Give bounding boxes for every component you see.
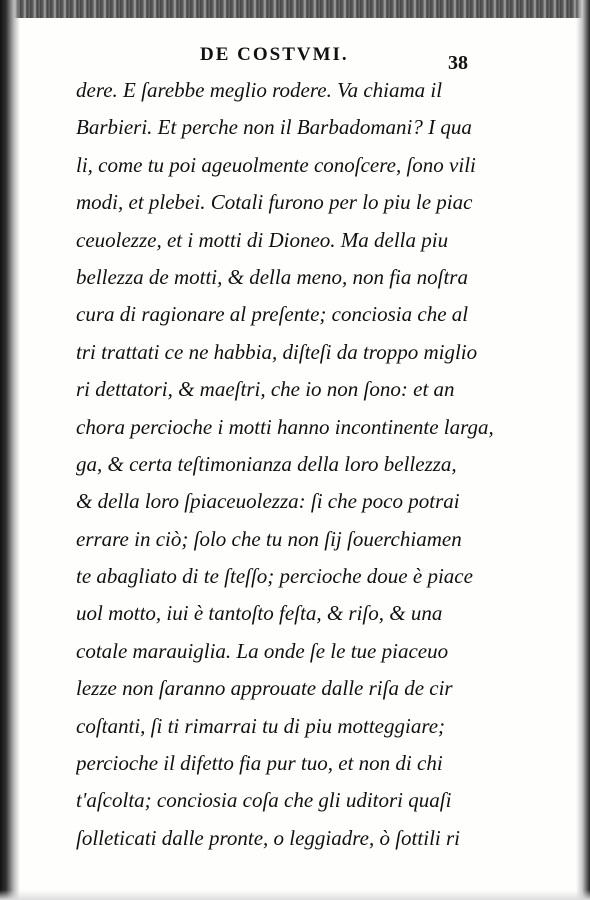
- text-line: tri trattati ce ne habbia, diſteſi da troppo miglio: [76, 339, 478, 364]
- page-top-edge: [0, 0, 590, 18]
- running-title: DE COSTVMI.: [200, 44, 349, 65]
- text-line: Barbieri. Et perche non il Barbadomani? I qua: [76, 115, 472, 140]
- text-line: errare in ciò; ſolo che tu non ſij ſouerchiamen: [76, 526, 462, 551]
- text-line: cotale marauiglia. La onde ſe le tue piaceuo: [76, 638, 449, 663]
- text-line: cura di ragionare al preſente; conciosia che al: [76, 302, 469, 327]
- body-text: [76, 72, 512, 857]
- text-line: te abagliato di te ſteſſo; percioche doue è piace: [76, 564, 473, 589]
- text-line: t'aſcolta; conciosia coſa che gli uditori quaſi: [76, 788, 452, 813]
- text-line: lezze non ſaranno approuate dalle riſa de cir: [76, 676, 453, 701]
- text-line: ſolleticati dalle pronte, o leggiadre, ò ſottili ri: [76, 825, 460, 850]
- text-line: uol motto, iui è tantoſto feſta, & riſo, & una: [76, 601, 443, 626]
- text-line: chora percioche i motti hanno incontinente larga,: [76, 414, 494, 439]
- text-line: dere. E ſarebbe meglio rodere. Va chiama il: [76, 78, 443, 102]
- text-line: ri dettatori, & maeſtri, che io non ſono: et an: [76, 377, 455, 402]
- text-line: bellezza de motti, & della meno, non fia noſtra: [76, 264, 468, 289]
- text-line: li, come tu poi ageuolmente conoſcere, ſono vili: [76, 152, 476, 177]
- text-line: coſtanti, ſi ti rimarrai tu di piu motteggiare;: [76, 713, 446, 738]
- text-line: modi, et plebei. Cotali furono per lo piu le piac: [76, 190, 473, 215]
- text-line: & della loro ſpiaceuolezza: ſi che poco potrai: [76, 489, 460, 514]
- page-number: 38: [448, 52, 468, 74]
- text-line: percioche il difetto fia pur tuo, et non di chi: [76, 751, 443, 776]
- page-right-edge: [576, 0, 590, 900]
- text-line: ga, & certa teſtimonianza della loro bellezza,: [76, 451, 457, 476]
- text-line: ceuolezze, et i motti di Dioneo. Ma della piu: [76, 227, 449, 252]
- page-gutter-edge: [0, 0, 20, 900]
- page-bottom-edge: [0, 890, 590, 900]
